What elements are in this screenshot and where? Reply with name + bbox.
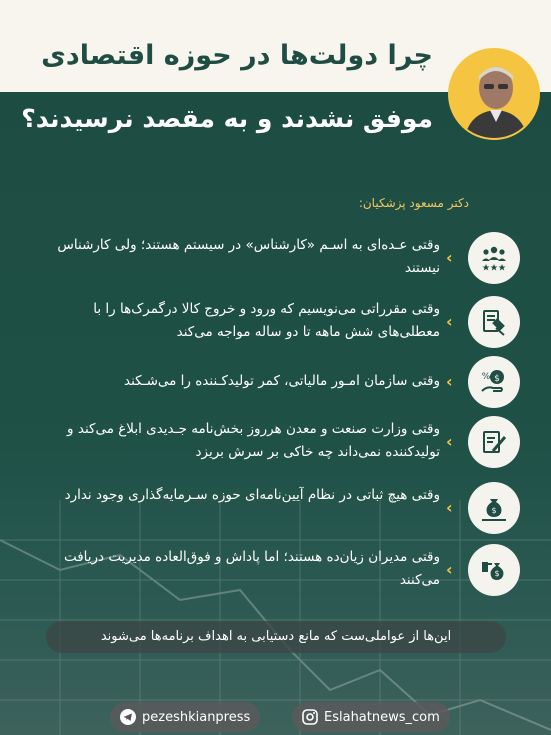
item-text: وقتی عـده‌ای به اسـم «کارشناس» در سیستم هستند؛ ولی کارشناس نیستند	[57, 237, 440, 276]
svg-text:$: $	[494, 374, 500, 384]
item-text: وقتی مدیران زیان‌ده هستند؛ اما پاداش و فوق‌العاده مدیریت دریافت می‌کنند	[63, 549, 440, 588]
chevron-left-icon: ‹	[446, 498, 453, 517]
chevron-left-icon: ‹	[446, 560, 453, 579]
item-text: وقتی مقرراتی می‌نویسیم که ورود و خروج کالا درگمرک‌ها را با معطلی‌های شش ماهه تا دو ساله مواجه می‌کند	[93, 301, 440, 340]
byline: دکتر مسعود پزشکیان:	[358, 196, 469, 210]
hand-tax-coin-icon	[468, 356, 520, 408]
chevron-left-icon: ‹	[446, 372, 453, 391]
instagram-link[interactable]	[292, 702, 450, 732]
document-hammer-icon	[468, 296, 520, 348]
item-text: وقتی هیچ ثباتی در نظام آیین‌نامه‌ای حوزه سـرمایه‌گذاری وجود ندارد	[64, 487, 440, 503]
avatar	[448, 48, 540, 140]
money-bag-hand-icon	[468, 482, 520, 534]
stock-chart-decoration	[0, 500, 551, 735]
svg-text:$: $	[494, 569, 500, 578]
item-text: وقتی وزارت صنعت و معدن هرروز بخش‌نامه جـدیدی ابلاغ می‌کند و تولیدکننده نمی‌داند چه خاکی بر سرش بریزد	[67, 421, 440, 460]
list-item	[30, 296, 520, 348]
list-item	[30, 544, 520, 596]
telegram-handle: pezeshkianpress	[142, 709, 251, 725]
chevron-left-icon: ‹	[446, 312, 453, 331]
svg-text:%: %	[481, 372, 491, 382]
list-item	[30, 482, 520, 534]
svg-text:$: $	[491, 506, 497, 515]
people-stars-icon	[468, 232, 520, 284]
telegram-icon	[120, 709, 136, 725]
page-title-line1: چرا دولت‌ها در حوزه اقتصادی	[41, 40, 433, 71]
list-item	[30, 356, 520, 408]
chevron-left-icon: ‹	[446, 432, 453, 451]
item-text: وقتی سازمان امـور مالیاتی، کمر تولیدکـننده را می‌شـکند	[124, 373, 440, 389]
list-item	[30, 232, 520, 284]
instagram-handle: Eslahatnews_com	[324, 709, 440, 725]
chevron-left-icon: ‹	[446, 248, 453, 267]
telegram-link[interactable]	[110, 702, 260, 732]
instagram-icon	[302, 709, 318, 725]
page-title-line2: موفق نشدند و به مقصد نرسیدند؟	[21, 104, 433, 133]
footer-note: این‌ها از عواملی‌ست که مانع دستیابی به اهداف برنامه‌ها می‌شوند	[46, 621, 506, 653]
list-item	[30, 416, 520, 468]
hand-money-bag-icon	[468, 544, 520, 596]
notepad-pen-icon	[468, 416, 520, 468]
